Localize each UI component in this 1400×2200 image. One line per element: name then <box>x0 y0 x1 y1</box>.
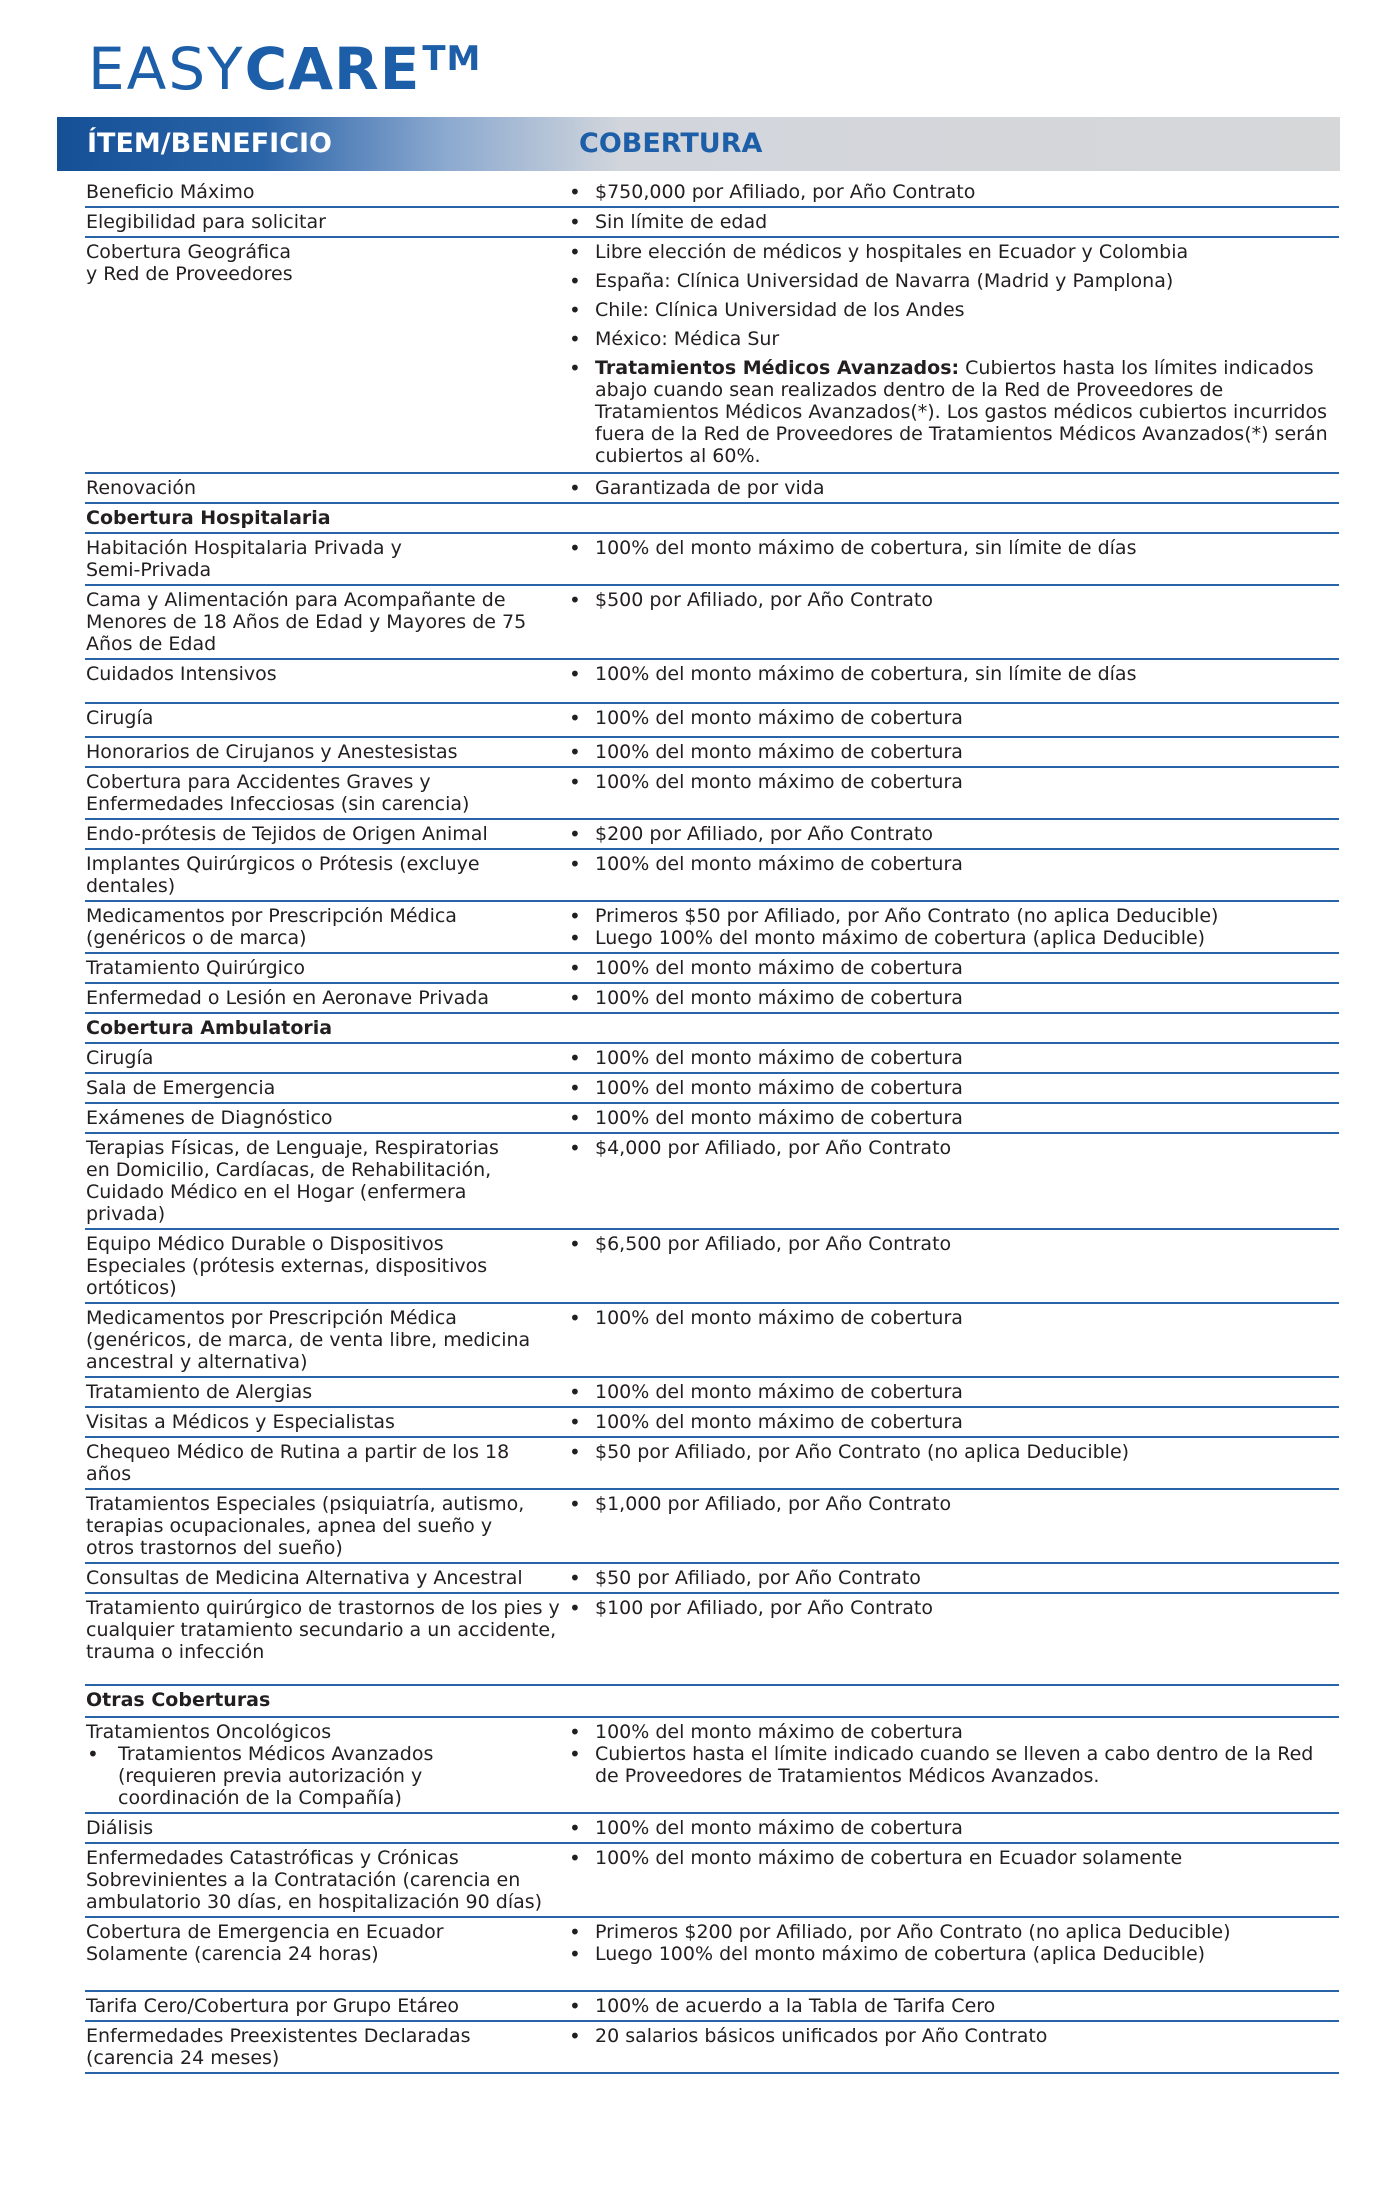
title-bold: CARE <box>244 35 421 103</box>
header-coverage: COBERTURA <box>579 128 763 159</box>
coverage-item: • $100 por Afiliado, por Año Contrato <box>569 1597 1339 1619</box>
coverage-item: • México: Médica Sur <box>569 328 1339 350</box>
benefit-label: Diálisis <box>86 1817 154 1839</box>
coverage-cell <box>569 238 1339 470</box>
coverage-list <box>569 663 1339 685</box>
coverage-cell <box>569 902 1339 952</box>
sub-benefit-list <box>86 1743 569 1809</box>
coverage-item: • $750,000 por Afiliado, por Año Contrato <box>569 181 1339 203</box>
benefits-table <box>85 178 1339 2074</box>
coverage-item: • $500 por Afiliado, por Año Contrato <box>569 589 1339 611</box>
coverage-item: • 100% del monto máximo de cobertura <box>569 707 1339 729</box>
coverage-item: • 100% del monto máximo de cobertura <box>569 741 1339 763</box>
coverage-cell <box>569 954 1339 982</box>
benefit-label: Enfermedades Catastróficas y Crónicas Sobrevinientes a la Contratación (carencia en ambulatorio 30 días, en hospitalización 90 días) <box>86 1847 543 1913</box>
coverage-list <box>569 1307 1339 1329</box>
coverage-cell <box>569 1814 1339 1842</box>
table-row <box>85 1718 1339 1814</box>
coverage-list <box>569 1493 1339 1515</box>
table-row <box>85 984 1339 1014</box>
coverage-list <box>569 2025 1339 2047</box>
coverage-cell <box>569 2022 1339 2072</box>
benefit-label: Sala de Emergencia <box>86 1077 276 1099</box>
benefit-label: Exámenes de Diagnóstico <box>86 1107 333 1129</box>
coverage-item: • 20 salarios básicos unificados por Año Contrato <box>569 2025 1339 2047</box>
coverage-item: • 100% del monto máximo de cobertura <box>569 987 1339 1009</box>
coverage-list <box>569 1381 1339 1403</box>
coverage-item-heading: Tratamientos Médicos Avanzados: <box>595 357 960 379</box>
coverage-cell <box>569 1230 1339 1302</box>
coverage-item: • $200 por Afiliado, por Año Contrato <box>569 823 1339 845</box>
benefit-label: Honorarios de Cirujanos y Anestesistas <box>86 741 458 763</box>
benefit-label: Enfermedades Preexistentes Declaradas (carencia 24 meses) <box>86 2025 471 2069</box>
coverage-cell <box>569 1992 1339 2020</box>
table-row <box>85 1918 1339 1992</box>
coverage-item: • 100% del monto máximo de cobertura <box>569 1721 1339 1743</box>
coverage-list <box>569 853 1339 875</box>
section-title: Otras Coberturas <box>86 1689 271 1711</box>
table-row <box>85 1594 1339 1686</box>
table-row <box>85 1378 1339 1408</box>
coverage-list <box>569 1411 1339 1433</box>
page-title <box>88 35 482 103</box>
coverage-cell <box>569 1844 1339 1916</box>
coverage-item: • 100% del monto máximo de cobertura <box>569 771 1339 793</box>
coverage-item: • 100% del monto máximo de cobertura <box>569 853 1339 875</box>
coverage-cell <box>569 850 1339 900</box>
coverage-list <box>569 1047 1339 1069</box>
coverage-list <box>569 537 1339 559</box>
benefit-label: Implantes Quirúrgicos o Prótesis (excluye dentales) <box>86 853 480 897</box>
coverage-item: • 100% de acuerdo a la Tabla de Tarifa Cero <box>569 1995 1339 2017</box>
coverage-cell <box>569 1594 1339 1666</box>
title-light: EASY <box>88 35 245 103</box>
coverage-item: • 100% del monto máximo de cobertura <box>569 1077 1339 1099</box>
benefit-label: Visitas a Médicos y Especialistas <box>86 1411 395 1433</box>
benefit-label: Tratamiento quirúrgico de trastornos de los pies y cualquier tratamiento secundario a un accidente, trauma o infección <box>86 1597 560 1663</box>
coverage-cell <box>569 208 1339 236</box>
benefit-label: Cirugía <box>86 1047 154 1069</box>
coverage-cell <box>569 1438 1339 1488</box>
benefit-label: Tarifa Cero/Cobertura por Grupo Etáreo <box>86 1995 460 2017</box>
coverage-list <box>569 1995 1339 2017</box>
coverage-item: • 100% del monto máximo de cobertura <box>569 957 1339 979</box>
coverage-item: • Libre elección de médicos y hospitales en Ecuador y Colombia <box>569 241 1339 263</box>
coverage-cell <box>569 534 1339 584</box>
coverage-list <box>569 905 1339 949</box>
coverage-list <box>569 181 1339 203</box>
table-row <box>85 474 1339 504</box>
benefit-label: Medicamentos por Prescripción Médica (genéricos o de marca) <box>86 905 457 949</box>
coverage-cell <box>569 984 1339 1012</box>
table-row <box>85 1844 1339 1918</box>
benefit-label: Chequeo Médico de Rutina a partir de los 18 años <box>86 1441 510 1485</box>
table-row <box>85 1564 1339 1594</box>
coverage-cell <box>569 474 1339 502</box>
table-row <box>85 1408 1339 1438</box>
coverage-cell <box>569 178 1339 206</box>
coverage-list <box>569 1567 1339 1589</box>
coverage-item: • $6,500 por Afiliado, por Año Contrato <box>569 1233 1339 1255</box>
coverage-list <box>569 987 1339 1009</box>
coverage-cell <box>569 1304 1339 1376</box>
coverage-cell <box>569 1378 1339 1406</box>
benefit-label: Cuidados Intensivos <box>86 663 277 685</box>
table-row <box>85 820 1339 850</box>
benefit-label: Habitación Hospitalaria Privada y Semi-Privada <box>86 537 402 581</box>
table-row <box>85 2022 1339 2074</box>
coverage-list <box>569 1077 1339 1099</box>
coverage-list <box>569 1721 1339 1787</box>
coverage-list <box>569 741 1339 763</box>
coverage-item: • 100% del monto máximo de cobertura <box>569 1107 1339 1129</box>
coverage-item: • 100% del monto máximo de cobertura <box>569 1381 1339 1403</box>
coverage-cell <box>569 1044 1339 1072</box>
coverage-list <box>569 1847 1339 1869</box>
table-row <box>85 1304 1339 1378</box>
table-row <box>85 768 1339 820</box>
table-header <box>57 117 1340 171</box>
coverage-item: • $50 por Afiliado, por Año Contrato <box>569 1567 1339 1589</box>
benefit-label: Elegibilidad para solicitar <box>86 211 326 233</box>
benefit-label: Terapias Físicas, de Lenguaje, Respiratorias en Domicilio, Cardíacas, de Rehabilitación, Cuidado Médico en el Hogar (enfermera privada) <box>86 1137 499 1225</box>
benefit-label: Endo-prótesis de Tejidos de Origen Animal <box>86 823 488 845</box>
coverage-list <box>569 707 1339 729</box>
benefit-label: Consultas de Medicina Alternativa y Ancestral <box>86 1567 523 1589</box>
table-row <box>85 1814 1339 1844</box>
coverage-item: • $50 por Afiliado, por Año Contrato (no aplica Deducible) <box>569 1441 1339 1463</box>
coverage-cell <box>569 768 1339 818</box>
coverage-list <box>569 1233 1339 1255</box>
header-item-benefit: ÍTEM/BENEFICIO <box>87 128 333 159</box>
coverage-item: • Primeros $200 por Afiliado, por Año Contrato (no aplica Deducible) <box>569 1921 1339 1943</box>
coverage-item: • 100% del monto máximo de cobertura <box>569 1817 1339 1839</box>
section-row <box>85 1014 1339 1044</box>
coverage-cell <box>569 1014 1339 1042</box>
coverage-cell <box>569 660 1339 688</box>
coverage-cell <box>569 1564 1339 1592</box>
coverage-list <box>569 1921 1339 1965</box>
coverage-item: • Tratamientos Médicos Avanzados: Cubiertos hasta los límites indicados abajo cuando sean realizados dentro de la Red de Proveedores de Tratamientos Médicos Avanzados(*). Los gastos médicos cubiertos incurridos fuera de la Red de Proveedores de Tratamientos Médicos Avanzados(*) serán cubiertos al 60%. <box>569 357 1339 467</box>
coverage-item: • 100% del monto máximo de cobertura, sin límite de días <box>569 537 1339 559</box>
coverage-item: • Luego 100% del monto máximo de cobertura (aplica Deducible) <box>569 927 1339 949</box>
coverage-item: • Garantizada de por vida <box>569 477 1339 499</box>
coverage-cell <box>569 586 1339 658</box>
benefit-label: Cobertura de Emergencia en Ecuador Solamente (carencia 24 horas) <box>86 1921 444 1965</box>
coverage-cell <box>569 1718 1339 1812</box>
benefit-label: Tratamientos Oncológicos • Tratamientos Médicos Avanzados (requieren previa autorización y coordinación de la Compañía) <box>85 1718 569 1812</box>
table-row <box>85 1104 1339 1134</box>
coverage-list <box>569 1817 1339 1839</box>
coverage-cell <box>569 820 1339 848</box>
section-title: Cobertura Hospitalaria <box>86 507 331 529</box>
coverage-list <box>569 771 1339 793</box>
coverage-cell <box>569 704 1339 732</box>
coverage-item: • Sin límite de edad <box>569 211 1339 233</box>
table-row <box>85 902 1339 954</box>
table-row <box>85 738 1339 768</box>
benefit-label: Cobertura Geográfica y Red de Proveedores <box>86 241 293 285</box>
benefit-label: Tratamiento Quirúrgico <box>86 957 306 979</box>
coverage-item: • 100% del monto máximo de cobertura <box>569 1411 1339 1433</box>
table-row <box>85 660 1339 704</box>
table-row <box>85 238 1339 474</box>
benefit-label: Beneficio Máximo <box>86 181 255 203</box>
coverage-item: • $4,000 por Afiliado, por Año Contrato <box>569 1137 1339 1159</box>
coverage-cell <box>569 1408 1339 1436</box>
table-row <box>85 1134 1339 1230</box>
coverage-cell <box>569 1074 1339 1102</box>
benefit-label: Cama y Alimentación para Acompañante de Menores de 18 Años de Edad y Mayores de 75 Años de Edad <box>86 589 527 655</box>
coverage-item: • 100% del monto máximo de cobertura, sin límite de días <box>569 663 1339 685</box>
benefit-label: Medicamentos por Prescripción Médica (genéricos, de marca, de venta libre, medicina ancestral y alternativa) <box>86 1307 531 1373</box>
coverage-list <box>569 1137 1339 1159</box>
table-row <box>85 704 1339 738</box>
coverage-list <box>569 477 1339 499</box>
benefit-label: Cobertura para Accidentes Graves y Enfermedades Infecciosas (sin carencia) <box>86 771 470 815</box>
coverage-list <box>569 1441 1339 1463</box>
table-row <box>85 1438 1339 1490</box>
sub-benefit-item: • Tratamientos Médicos Avanzados (requieren previa autorización y coordinación de la Compañía) <box>86 1743 569 1809</box>
table-row <box>85 1992 1339 2022</box>
coverage-item: • Primeros $50 por Afiliado, por Año Contrato (no aplica Deducible) <box>569 905 1339 927</box>
title-trademark: TM <box>422 39 482 79</box>
coverage-list <box>569 823 1339 845</box>
table-row <box>85 208 1339 238</box>
coverage-list <box>569 241 1339 467</box>
table-row <box>85 534 1339 586</box>
benefit-label: Tratamiento de Alergias <box>86 1381 313 1403</box>
coverage-item: • Chile: Clínica Universidad de los Andes <box>569 299 1339 321</box>
coverage-item: • 100% del monto máximo de cobertura <box>569 1047 1339 1069</box>
benefit-label: Enfermedad o Lesión en Aeronave Privada <box>86 987 489 1009</box>
table-row <box>85 1074 1339 1104</box>
coverage-item: • Cubiertos hasta el límite indicado cuando se lleven a cabo dentro de la Red de Proveedores de Tratamientos Médicos Avanzados. <box>569 1743 1339 1787</box>
coverage-item: • Luego 100% del monto máximo de cobertura (aplica Deducible) <box>569 1943 1339 1965</box>
table-row <box>85 954 1339 984</box>
section-row <box>85 1686 1339 1718</box>
coverage-cell <box>569 504 1339 532</box>
coverage-cell <box>569 1490 1339 1562</box>
coverage-list <box>569 1597 1339 1619</box>
coverage-list <box>569 589 1339 611</box>
coverage-item: • 100% del monto máximo de cobertura en Ecuador solamente <box>569 1847 1339 1869</box>
table-row <box>85 1044 1339 1074</box>
coverage-cell <box>569 1686 1339 1714</box>
coverage-cell <box>569 1104 1339 1132</box>
coverage-item: • 100% del monto máximo de cobertura <box>569 1307 1339 1329</box>
table-row <box>85 586 1339 660</box>
coverage-cell <box>569 738 1339 766</box>
benefit-label: Equipo Médico Durable o Dispositivos Especiales (prótesis externas, dispositivos ortóticos) <box>86 1233 488 1299</box>
table-row <box>85 1490 1339 1564</box>
coverage-item: • $1,000 por Afiliado, por Año Contrato <box>569 1493 1339 1515</box>
section-row <box>85 504 1339 534</box>
coverage-list <box>569 211 1339 233</box>
section-title: Cobertura Ambulatoria <box>86 1017 333 1039</box>
benefit-label: Tratamientos Especiales (psiquiatría, autismo, terapias ocupacionales, apnea del sueño y otros trastornos del sueño) <box>86 1493 525 1559</box>
coverage-cell <box>569 1918 1339 1968</box>
coverage-list <box>569 957 1339 979</box>
table-row <box>85 178 1339 208</box>
coverage-list <box>569 1107 1339 1129</box>
benefit-label: Renovación <box>86 477 196 499</box>
coverage-item: • España: Clínica Universidad de Navarra (Madrid y Pamplona) <box>569 270 1339 292</box>
table-row <box>85 850 1339 902</box>
table-row <box>85 1230 1339 1304</box>
coverage-cell <box>569 1134 1339 1228</box>
benefit-label: Cirugía <box>86 707 154 729</box>
